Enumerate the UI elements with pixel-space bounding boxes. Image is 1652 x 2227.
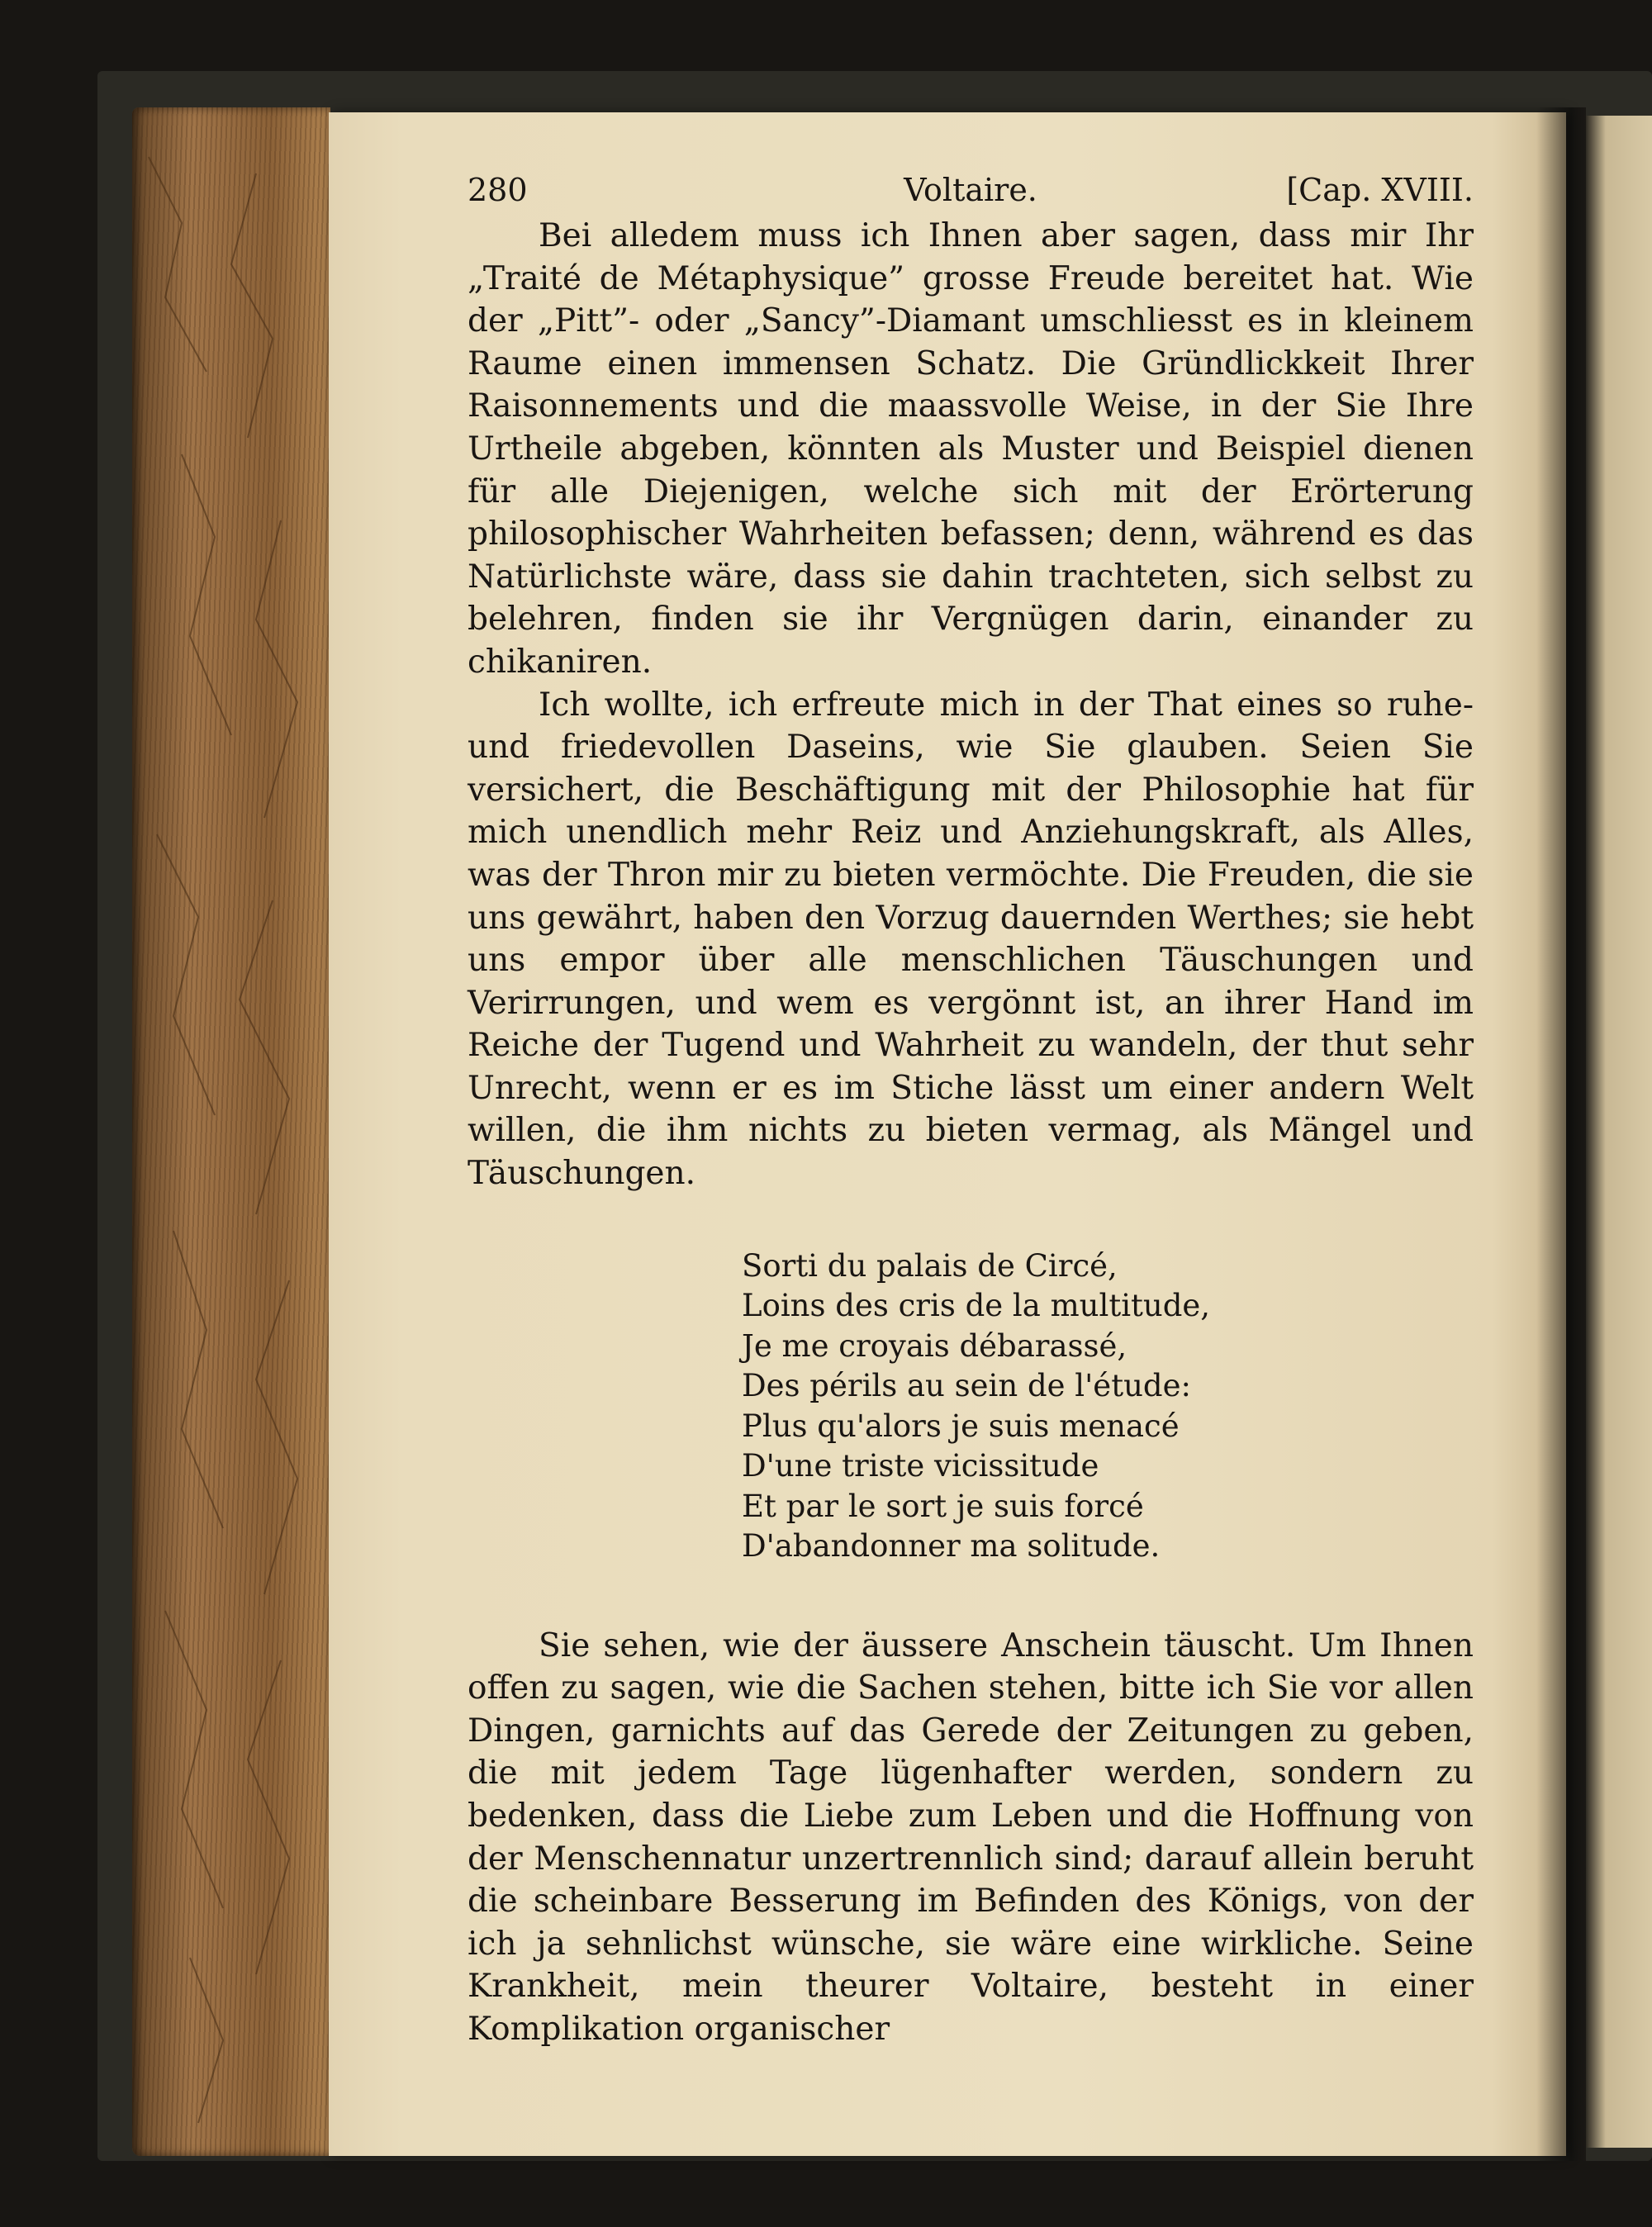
poem-line: Des périls au sein de l'étude: — [742, 1368, 1191, 1404]
chapter-label: [Cap. XVIII. — [1286, 172, 1474, 208]
paragraph-3: Sie sehen, wie der äussere Anschein täuscht. Um Ihnen offen zu sagen, wie die Sachen stehen, bitte ich Sie vor allen Dingen, garnichts auf das Gerede der Zeitungen zu geben, die mit jedem Tage lügenhafter werden, sondern zu bedenken, dass die Liebe zum Leben und die Hoffnung von der Menschennatur unzertrennlich sind; darauf allein beruht die scheinbare Besserung im Befinden des Königs, von der ich ja sehnlichst wünsche, sie wäre eine wirkliche. Seine Krankheit, mein theurer Voltaire, besteht in einer Komplikation organischer — [468, 1626, 1474, 2048]
page-text — [468, 165, 1474, 2051]
poem-line: Plus qu'alors je suis menacé — [742, 1408, 1180, 1444]
poem-line: D'une triste vicissitude — [742, 1448, 1099, 1484]
paragraph-1: Bei alledem muss ich Ihnen aber sagen, dass mir Ihr „Traité de Métaphysique” grosse Freude bereitet hat. Wie der „Pitt”- oder „Sancy”-Diamant umschliesst es in kleinem Raume einen immensen Schatz. Die Gründlickkeit Ihrer Raisonnements und die maassvolle Weise, in der Sie Ihre Urtheile abgeben, könnten als Muster und Beispiel dienen für alle Diejenigen, welche sich mit der Erörterung philosophischer Wahrheiten befassen; denn, während es das Natürlichste wäre, dass sie dahin trachteten, sich selbst zu belehren, finden sie ihr Vergnügen darin, einander zu chikaniren. — [468, 217, 1474, 681]
running-head — [468, 165, 1474, 215]
page-number: 280 — [468, 172, 528, 208]
facing-page-edge — [1586, 116, 1652, 2148]
poem-stanza — [742, 1246, 1474, 1567]
gutter-shadow — [1536, 107, 1586, 2161]
poem-line: Sorti du palais de Circé, — [742, 1247, 1118, 1284]
running-title: Voltaire. — [904, 172, 1037, 208]
paragraph-2: Ich wollte, ich erfreute mich in der That eines so ruhe- und friedevollen Daseins, wie Sie glauben. Seien Sie versichert, die Beschäftigung mit der Philosophie hat für mich unendlich mehr Reiz und Anziehungskraft, als Alles, was der Thron mir zu bieten vermöchte. Die Freuden, die sie uns gewährt, haben den Vorzug dauernden Werthes; sie hebt uns empor über alle menschlichen Täuschungen und Verirrungen, und wem es vergönnt ist, an ihrer Hand im Reiche der Tugend und Wahrheit zu wandeln, der thut sehr Unrecht, wenn er es im Stiche lässt um einer andern Welt willen, die ihm nichts zu bieten vermag, als Mängel und Täuschungen. — [468, 686, 1474, 1193]
poem-line: Loins des cris de la multitude, — [742, 1288, 1211, 1324]
page-edges — [132, 107, 330, 2156]
page-edge-texture — [132, 107, 330, 2156]
poem-line: Je me croyais débarassé, — [742, 1327, 1127, 1364]
poem-line: Et par le sort je suis forcé — [742, 1488, 1144, 1524]
poem-line: D'abandonner ma solitude. — [742, 1528, 1161, 1565]
